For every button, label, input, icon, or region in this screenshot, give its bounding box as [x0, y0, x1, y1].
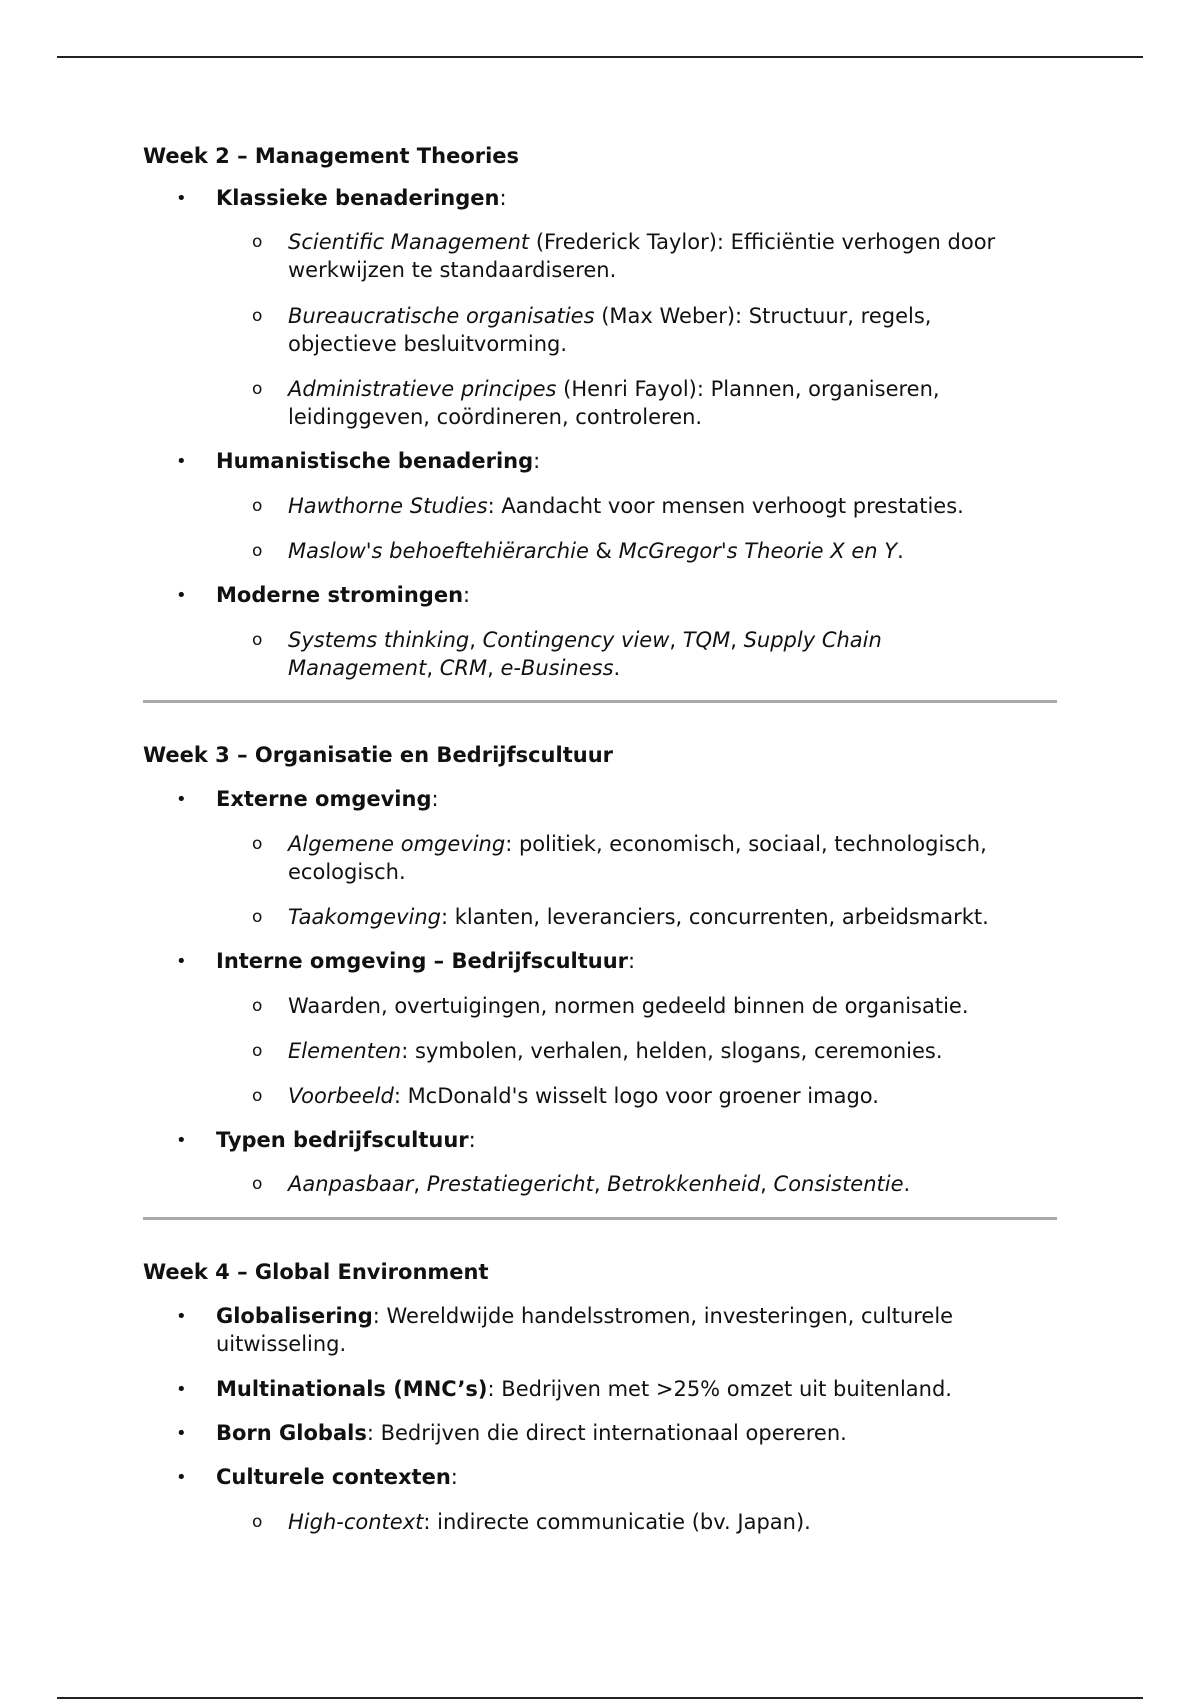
sub-bullet: o: [252, 907, 263, 927]
list-item-continuation: ecologisch.: [288, 860, 406, 884]
item-label: Humanistische benadering: [216, 449, 534, 473]
list-item: Voorbeeld: McDonald's wisselt logo voor groener imago.: [288, 1084, 879, 1108]
bullet: •: [176, 1379, 187, 1400]
list-item-continuation: leidinggeven, coördineren, controleren.: [288, 405, 703, 429]
bullet: •: [176, 188, 187, 209]
list-item: Maslow's behoeftehiërarchie & McGregor's Theorie X en Y.: [288, 539, 904, 563]
list-item: Administratieve principes (Henri Fayol): Plannen, organiseren,: [288, 377, 940, 401]
sub-bullet: o: [252, 630, 263, 650]
list-item: Scientific Management (Frederick Taylor): Efficiëntie verhogen door: [288, 230, 996, 254]
bullet: •: [176, 585, 187, 606]
bullet: •: [176, 1467, 187, 1488]
list-item: Hawthorne Studies: Aandacht voor mensen verhoogt prestaties.: [288, 494, 964, 518]
sub-bullet: o: [252, 1041, 263, 1061]
sub-bullet: o: [252, 379, 263, 399]
list-item-continuation: Management, CRM, e-Business.: [288, 656, 621, 680]
list-item: Systems thinking, Contingency view, TQM, Supply Chain: [288, 628, 882, 652]
list-item: Typen bedrijfscultuur:: [216, 1128, 476, 1152]
item-label: Globalisering: [216, 1304, 373, 1328]
item-label: Externe omgeving: [216, 787, 432, 811]
list-item: Algemene omgeving: politiek, economisch, sociaal, technologisch,: [288, 832, 987, 856]
sub-bullet: o: [252, 496, 263, 516]
sub-bullet: o: [252, 996, 263, 1016]
list-item: Moderne stromingen:: [216, 583, 471, 607]
list-item: Aanpasbaar, Prestatiegericht, Betrokkenheid, Consistentie.: [288, 1172, 911, 1196]
list-item: Multinationals (MNC’s): Bedrijven met >25% omzet uit buitenland.: [216, 1377, 952, 1401]
bullet: •: [176, 1130, 187, 1151]
week2-heading: Week 2 – Management Theories: [143, 144, 520, 168]
bullet: •: [176, 951, 187, 972]
list-item: Waarden, overtuigingen, normen gedeeld binnen de organisatie.: [288, 994, 969, 1018]
list-item: Born Globals: Bedrijven die direct internationaal opereren.: [216, 1421, 847, 1445]
bullet: •: [176, 1306, 187, 1327]
sub-bullet: o: [252, 306, 263, 326]
list-item: Interne omgeving – Bedrijfscultuur:: [216, 949, 636, 973]
item-label: Interne omgeving – Bedrijfscultuur: [216, 949, 629, 973]
list-item: Elementen: symbolen, verhalen, helden, slogans, ceremonies.: [288, 1039, 943, 1063]
week3-heading: Week 3 – Organisatie en Bedrijfscultuur: [143, 743, 613, 767]
list-item: Culturele contexten:: [216, 1465, 458, 1489]
list-item-continuation: uitwisseling.: [216, 1332, 347, 1356]
item-label: Typen bedrijfscultuur: [216, 1128, 469, 1152]
sub-bullet: o: [252, 1086, 263, 1106]
bullet: •: [176, 451, 187, 472]
list-item: Bureaucratische organisaties (Max Weber): Structuur, regels,: [288, 304, 932, 328]
list-item: Klassieke benaderingen:: [216, 186, 507, 210]
sub-bullet: o: [252, 1174, 263, 1194]
item-label: Multinationals (MNC’s): [216, 1377, 488, 1401]
list-item-continuation: werkwijzen te standaardiseren.: [288, 258, 617, 282]
section-divider: [143, 700, 1057, 703]
page-bottom-rule: [57, 1697, 1143, 1699]
section-divider: [143, 1217, 1057, 1220]
bullet: •: [176, 1423, 187, 1444]
list-item: High-context: indirecte communicatie (bv. Japan).: [288, 1510, 811, 1534]
sub-bullet: o: [252, 1512, 263, 1532]
list-item: Externe omgeving:: [216, 787, 439, 811]
item-label: Born Globals: [216, 1421, 367, 1445]
page-top-rule: [57, 56, 1143, 58]
list-item: Globalisering: Wereldwijde handelsstromen, investeringen, culturele: [216, 1304, 954, 1328]
sub-bullet: o: [252, 541, 263, 561]
item-label: Culturele contexten: [216, 1465, 451, 1489]
item-label: Moderne stromingen: [216, 583, 464, 607]
sub-bullet: o: [252, 834, 263, 854]
list-item: Humanistische benadering:: [216, 449, 541, 473]
sub-bullet: o: [252, 232, 263, 252]
item-label: Klassieke benaderingen: [216, 186, 500, 210]
week4-heading: Week 4 – Global Environment: [143, 1260, 489, 1284]
bullet: •: [176, 789, 187, 810]
list-item: Taakomgeving: klanten, leveranciers, concurrenten, arbeidsmarkt.: [288, 905, 989, 929]
list-item-continuation: objectieve besluitvorming.: [288, 332, 568, 356]
